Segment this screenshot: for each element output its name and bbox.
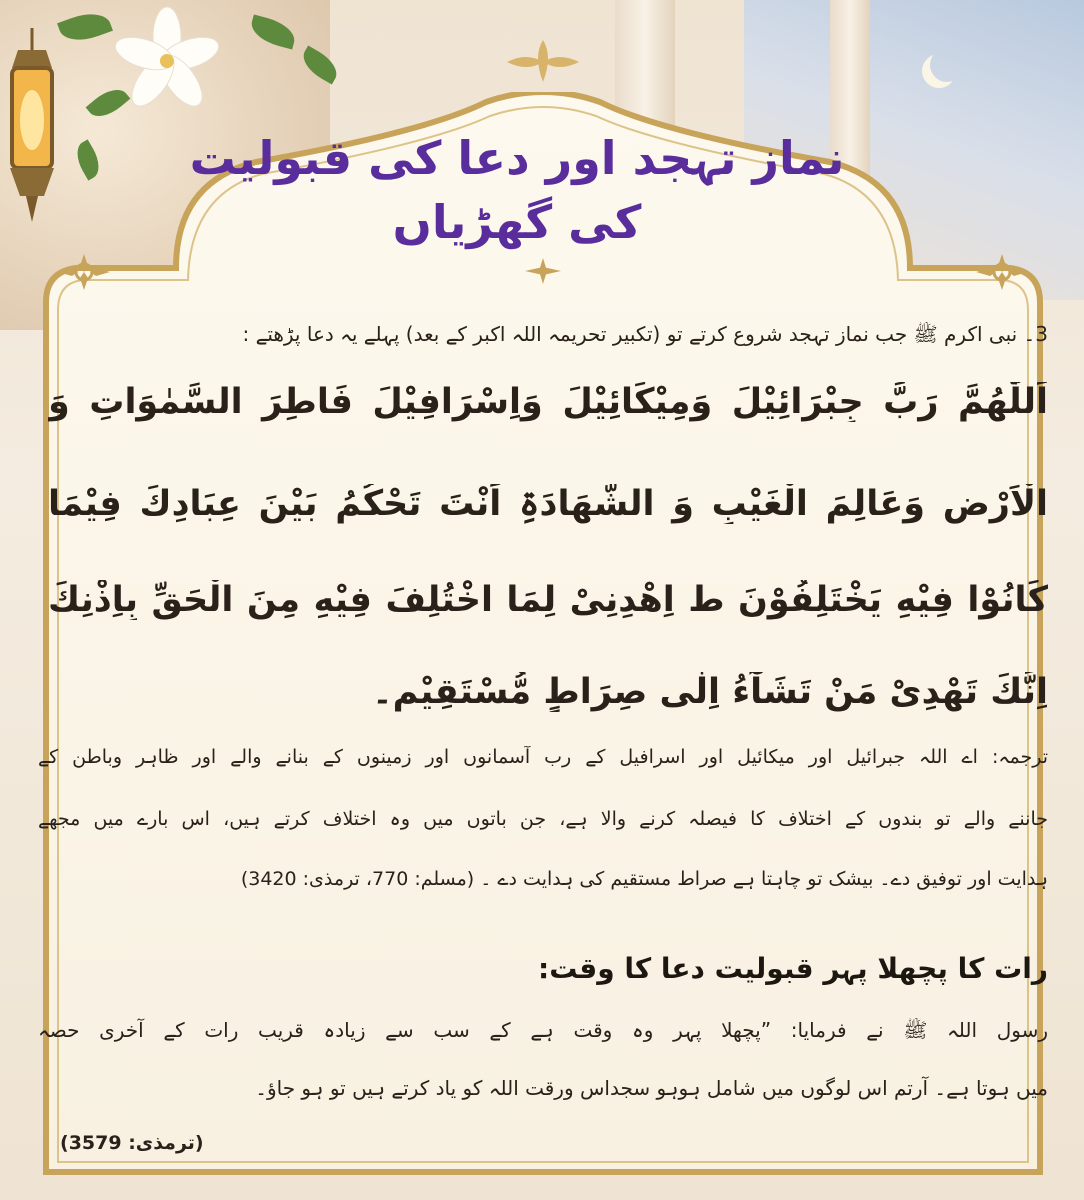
translation-line: جاننے والے تو بندوں کے اختلاف کا فیصلہ کرنے والا ہے، جن باتوں میں وہ اختلاف کرتے ہیں، اس بارے میں مجھے xyxy=(38,808,1048,830)
reference-citation: (ترمذی: 3579) xyxy=(60,1132,204,1154)
body-line: میں ہوتا ہے۔ آرتم اس لوگوں میں شامل ہوہو سجداس ورقت اللہ کو یاد کرتے ہیں تو ہو جاؤ۔ xyxy=(255,1076,1048,1100)
dua-line: اِنَّكَ تَھْدِیْ مَنْ تَشَآءُ اِلٰی صِرَاطٍ مُّسْتَقِیْمٍ۔ xyxy=(372,672,1048,712)
body-line: رسول اللہ ﷺ نے فرمایا: ”پچھلا پہر وہ وقت ہے کے سب سے زیادہ قریب رات کے آخری حصہ xyxy=(38,1018,1048,1042)
section-heading: رات کا پچھلا پہر قبولیت دعا کا وقت: xyxy=(538,952,1048,985)
ornament-icon xyxy=(523,256,563,286)
page-title: نماز تہجد اور دعا کی قبولیت xyxy=(189,131,845,185)
page-title: کی گھڑیاں xyxy=(392,195,642,249)
intro-text: 3۔ نبی اکرم ﷺ جب نماز تہجد شروع کرتے تو (تکبیر تحریمہ اللہ اکبر کے بعد) پہلے یہ دعا پڑھتے : xyxy=(242,322,1048,346)
dua-line: الْاَرْضِ وَعَالِمَ الْغَیْبِ وَ الشَّھَادَۃِ اَنْتَ تَحْکُمُ بَیْنَ عِبَادِكَ فِیْمَا xyxy=(48,484,1048,524)
ornament-icon xyxy=(974,252,1030,292)
ornament-icon xyxy=(56,252,112,292)
dua-line: كَانُوْا فِیْهِ یَخْتَلِفُوْنَ ط اِهْدِنِیْ لِمَا اخْتُلِفَ فِیْهِ مِنَ الْحَقِّ بِاِذْنِكَ xyxy=(48,580,1048,620)
translation-line: ترجمہ: اے اللہ جبرائیل اور میکائیل اور اسرافیل کے رب آسمانوں اور زمینوں کے بنانے والے اور ظاہر وباطن کے xyxy=(38,746,1048,768)
dua-line: اَللّٰھُمَّ رَبَّ جِبْرَائِیْلَ وَمِیْکَائِیْلَ وَاِسْرَافِیْلَ فَاطِرَ السَّمٰوَاتِ وَ xyxy=(48,382,1048,422)
translation-line: ہدایت اور توفیق دے۔ بیشک تو چاہتا ہے صراط مستقیم کی ہدایت دے ۔ (مسلم: 770، ترمذی: 3420) xyxy=(240,868,1048,890)
moon-icon xyxy=(930,48,964,82)
ornament-icon xyxy=(503,36,583,86)
